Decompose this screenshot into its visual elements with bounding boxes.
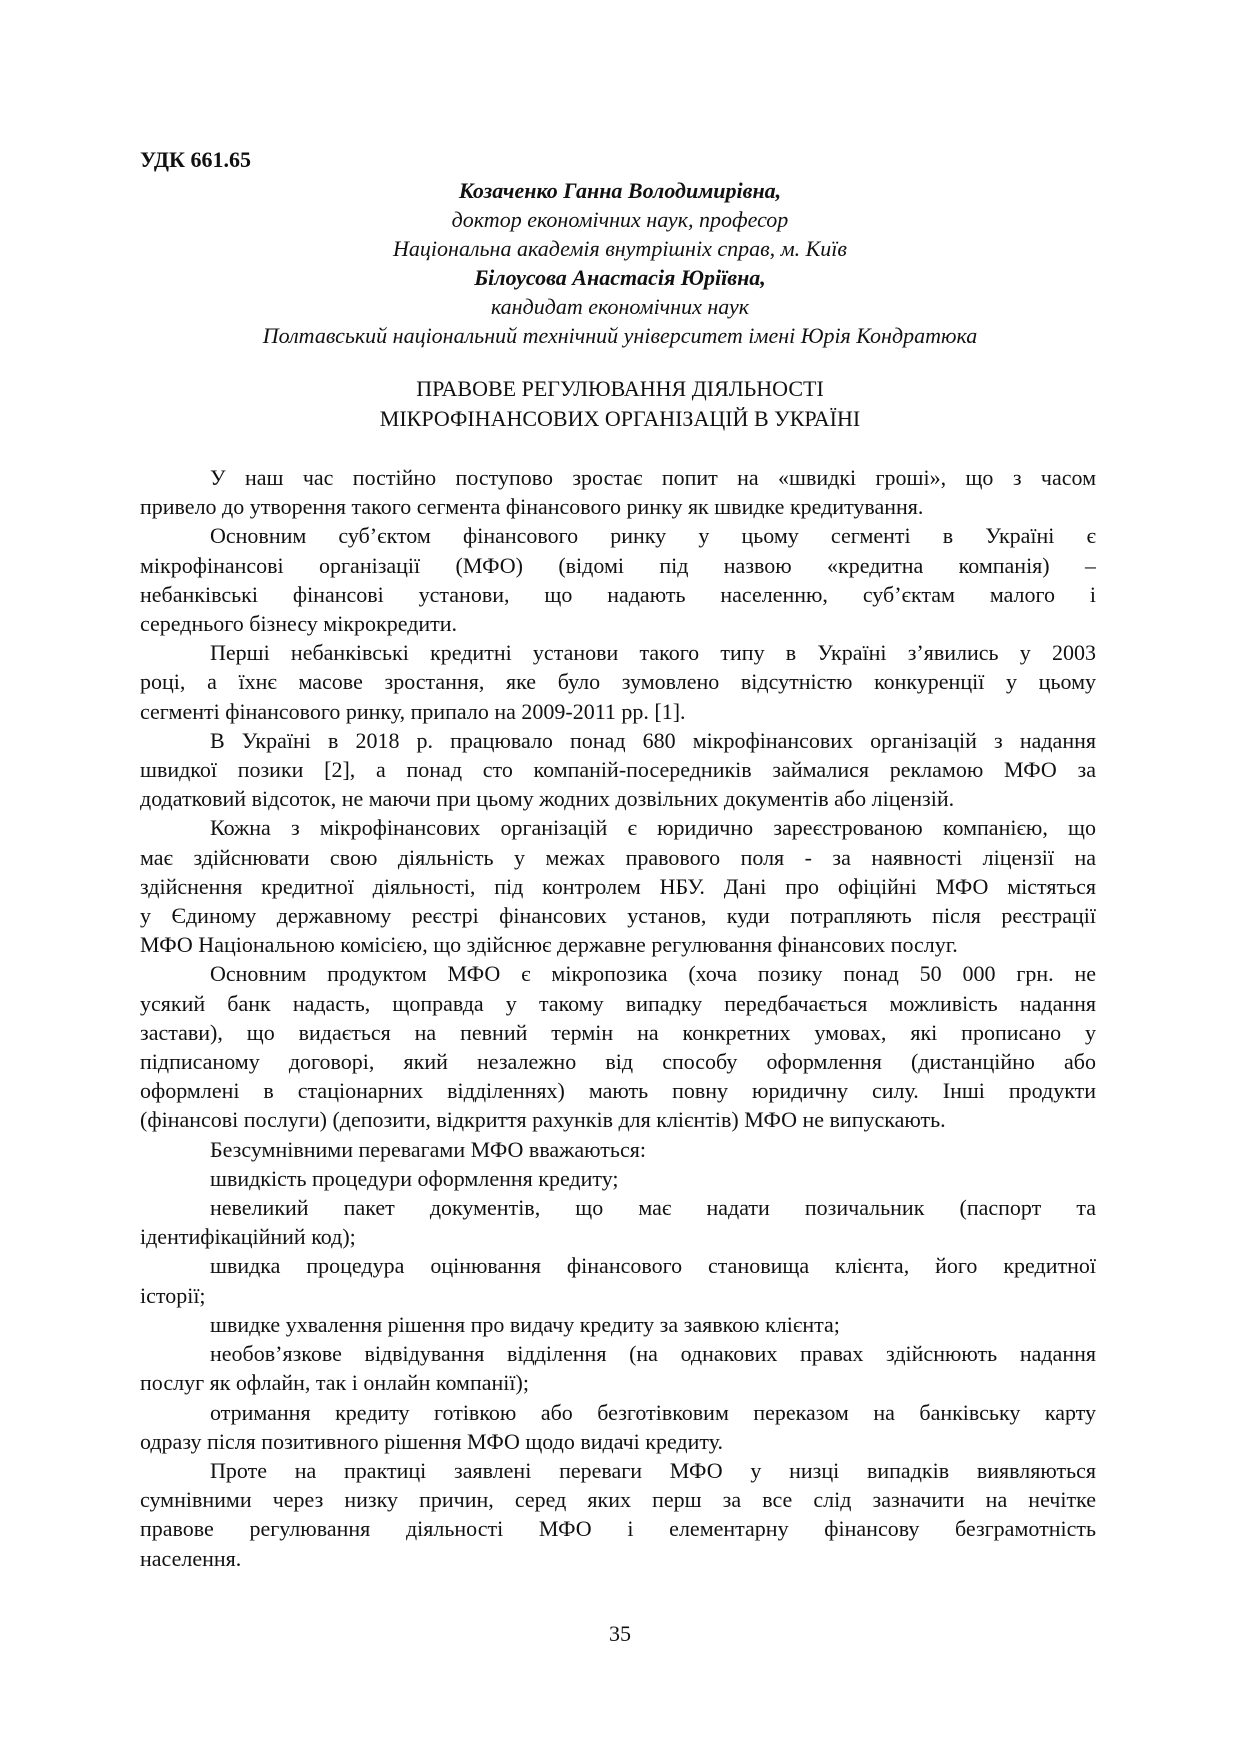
page-number: 35 — [609, 1621, 631, 1646]
text-line: невеликий пакет документів, що має надати позичальник (паспорт та — [210, 1195, 1096, 1221]
text-line: підписаному договорі, який незалежно від способу оформлення (дистанційно або — [140, 1049, 1096, 1075]
article-title — [140, 374, 1100, 434]
text-line: усякий банк надасть, щоправда у такому випадку передбачається можливість надання — [140, 990, 1096, 1016]
text-line: ідентифікаційний код); — [140, 1224, 356, 1250]
text-line: одразу після позитивного рішення МФО щодо видачі кредиту. — [140, 1428, 724, 1454]
text-line: У наш час постійно поступово зростає попит на «швидкі гроші», що з часом — [210, 465, 1096, 490]
text-line: населення. — [140, 1545, 242, 1571]
paragraph — [140, 959, 1096, 1134]
text-line: Проте на практиці заявлені переваги МФО у низці випадків виявляються — [210, 1457, 1096, 1483]
text-line: (фінансові послуги) (депозити, відкриття рахунків для клієнтів) МФО не випускають. — [140, 1107, 946, 1133]
paragraph — [140, 1251, 1096, 1309]
text-line: Основним суб’єктом фінансового ринку у цьому сегменті в Україні є — [210, 523, 1096, 549]
text-line: МФО Національною комісією, що здійснює державне регулювання фінансових послуг. — [140, 932, 958, 958]
author-name: Козаченко Ганна Володимирівна, — [458, 178, 782, 203]
text-line: швидке ухвалення рішення про видачу кредиту за заявкою клієнта; — [210, 1311, 840, 1337]
article-body — [140, 463, 1096, 1573]
title-line: ПРАВОВЕ РЕГУЛЮВАННЯ ДІЯЛЬНОСТІ — [416, 376, 824, 401]
text-line: мікрофінансові організації (МФО) (відомі під назвою «кредитна компанія) – — [140, 552, 1096, 578]
text-line: небанківські фінансові установи, що надають населенню, суб’єктам малого і — [140, 581, 1096, 607]
author-degree: доктор економічних наук, професор — [451, 207, 789, 232]
author-degree: кандидат економічних наук — [490, 294, 750, 319]
title-line: МІКРОФІНАНСОВИХ ОРГАНІЗАЦІЙ В УКРАЇНІ — [379, 406, 861, 431]
udk-code: УДК 661.65 — [140, 147, 252, 172]
text-line: швидкість процедури оформлення кредиту; — [210, 1165, 619, 1191]
paragraph — [140, 1310, 1096, 1339]
author-name: Білоусова Анастасія Юріївна, — [474, 265, 766, 290]
author-block — [140, 176, 1100, 350]
author-affiliation: Національна академія внутрішніх справ, м. Київ — [393, 236, 847, 261]
paragraph — [140, 1339, 1096, 1397]
text-line: необов’язкове відвідування відділення (на однакових правах здійснюють надання — [210, 1341, 1096, 1367]
text-line: у Єдиному державному реєстрі фінансових установ, куди потрапляють після реєстрації — [140, 903, 1096, 929]
text-line: історії; — [140, 1282, 206, 1308]
text-line: Перші небанківські кредитні установи такого типу в Україні з’явились у 2003 — [210, 640, 1096, 666]
paragraph — [140, 638, 1096, 726]
text-line: швидка процедура оцінювання фінансового становища клієнта, його кредитної — [210, 1253, 1096, 1279]
text-line: привело до утворення такого сегмента фінансового ринку як швидке кредитування. — [140, 494, 924, 520]
paragraph — [140, 726, 1096, 814]
text-line: середнього бізнесу мікрокредити. — [140, 611, 458, 637]
paragraph — [140, 1456, 1096, 1573]
paragraph — [140, 1164, 1096, 1193]
text-line: застави), що видається на певний термін на конкретних умовах, які прописано у — [140, 1019, 1096, 1045]
text-line: сумнівними через низку причин, серед яких перш за все слід зазначити на нечітке — [140, 1487, 1096, 1513]
text-line: додатковий відсоток, не маючи при цьому жодних дозвільних документів або ліцензій. — [140, 786, 955, 812]
text-line: має здійснювати свою діяльність у межах правового поля - за наявності ліцензії на — [140, 844, 1096, 870]
text-line: році, а їхнє масове зростання, яке було зумовлено відсутністю конкуренції у цьому — [140, 669, 1096, 695]
text-line: здійснення кредитної діяльності, під контролем НБУ. Дані про офіційні МФО містяться — [140, 873, 1096, 899]
text-line: оформлені в стаціонарних відділеннях) мають повну юридичну силу. Інші продукти — [140, 1078, 1096, 1104]
text-line: Основним продуктом МФО є мікропозика (хоча позику понад 50 000 грн. не — [210, 961, 1096, 987]
text-line: правове регулювання діяльності МФО і елементарну фінансову безграмотність — [140, 1516, 1096, 1542]
text-line: Кожна з мікрофінансових організацій є юридично зареєстрованою компанією, що — [210, 815, 1096, 841]
text-line: послуг як офлайн, так і онлайн компанії); — [140, 1370, 529, 1396]
paragraph — [140, 1135, 1096, 1164]
paragraph — [140, 1398, 1096, 1456]
text-line: сегменті фінансового ринку, припало на 2009-2011 рр. [1]. — [140, 698, 686, 724]
author-affiliation: Полтавський національний технічний університет імені Юрія Кондратюка — [262, 323, 978, 348]
text-line: отримання кредиту готівкою або безготівковим переказом на банківську карту — [210, 1399, 1096, 1425]
paragraph — [140, 1193, 1096, 1251]
text-line: В Україні в 2018 р. працювало понад 680 мікрофінансових організацій з надання — [210, 727, 1096, 753]
text-line: швидкої позики [2], а понад сто компаній-посередників займалися рекламою МФО за — [140, 757, 1096, 783]
paragraph — [140, 521, 1096, 638]
text-line: Безсумнівними перевагами МФО вважаються: — [210, 1136, 646, 1162]
paragraph — [140, 463, 1096, 521]
paragraph — [140, 813, 1096, 959]
